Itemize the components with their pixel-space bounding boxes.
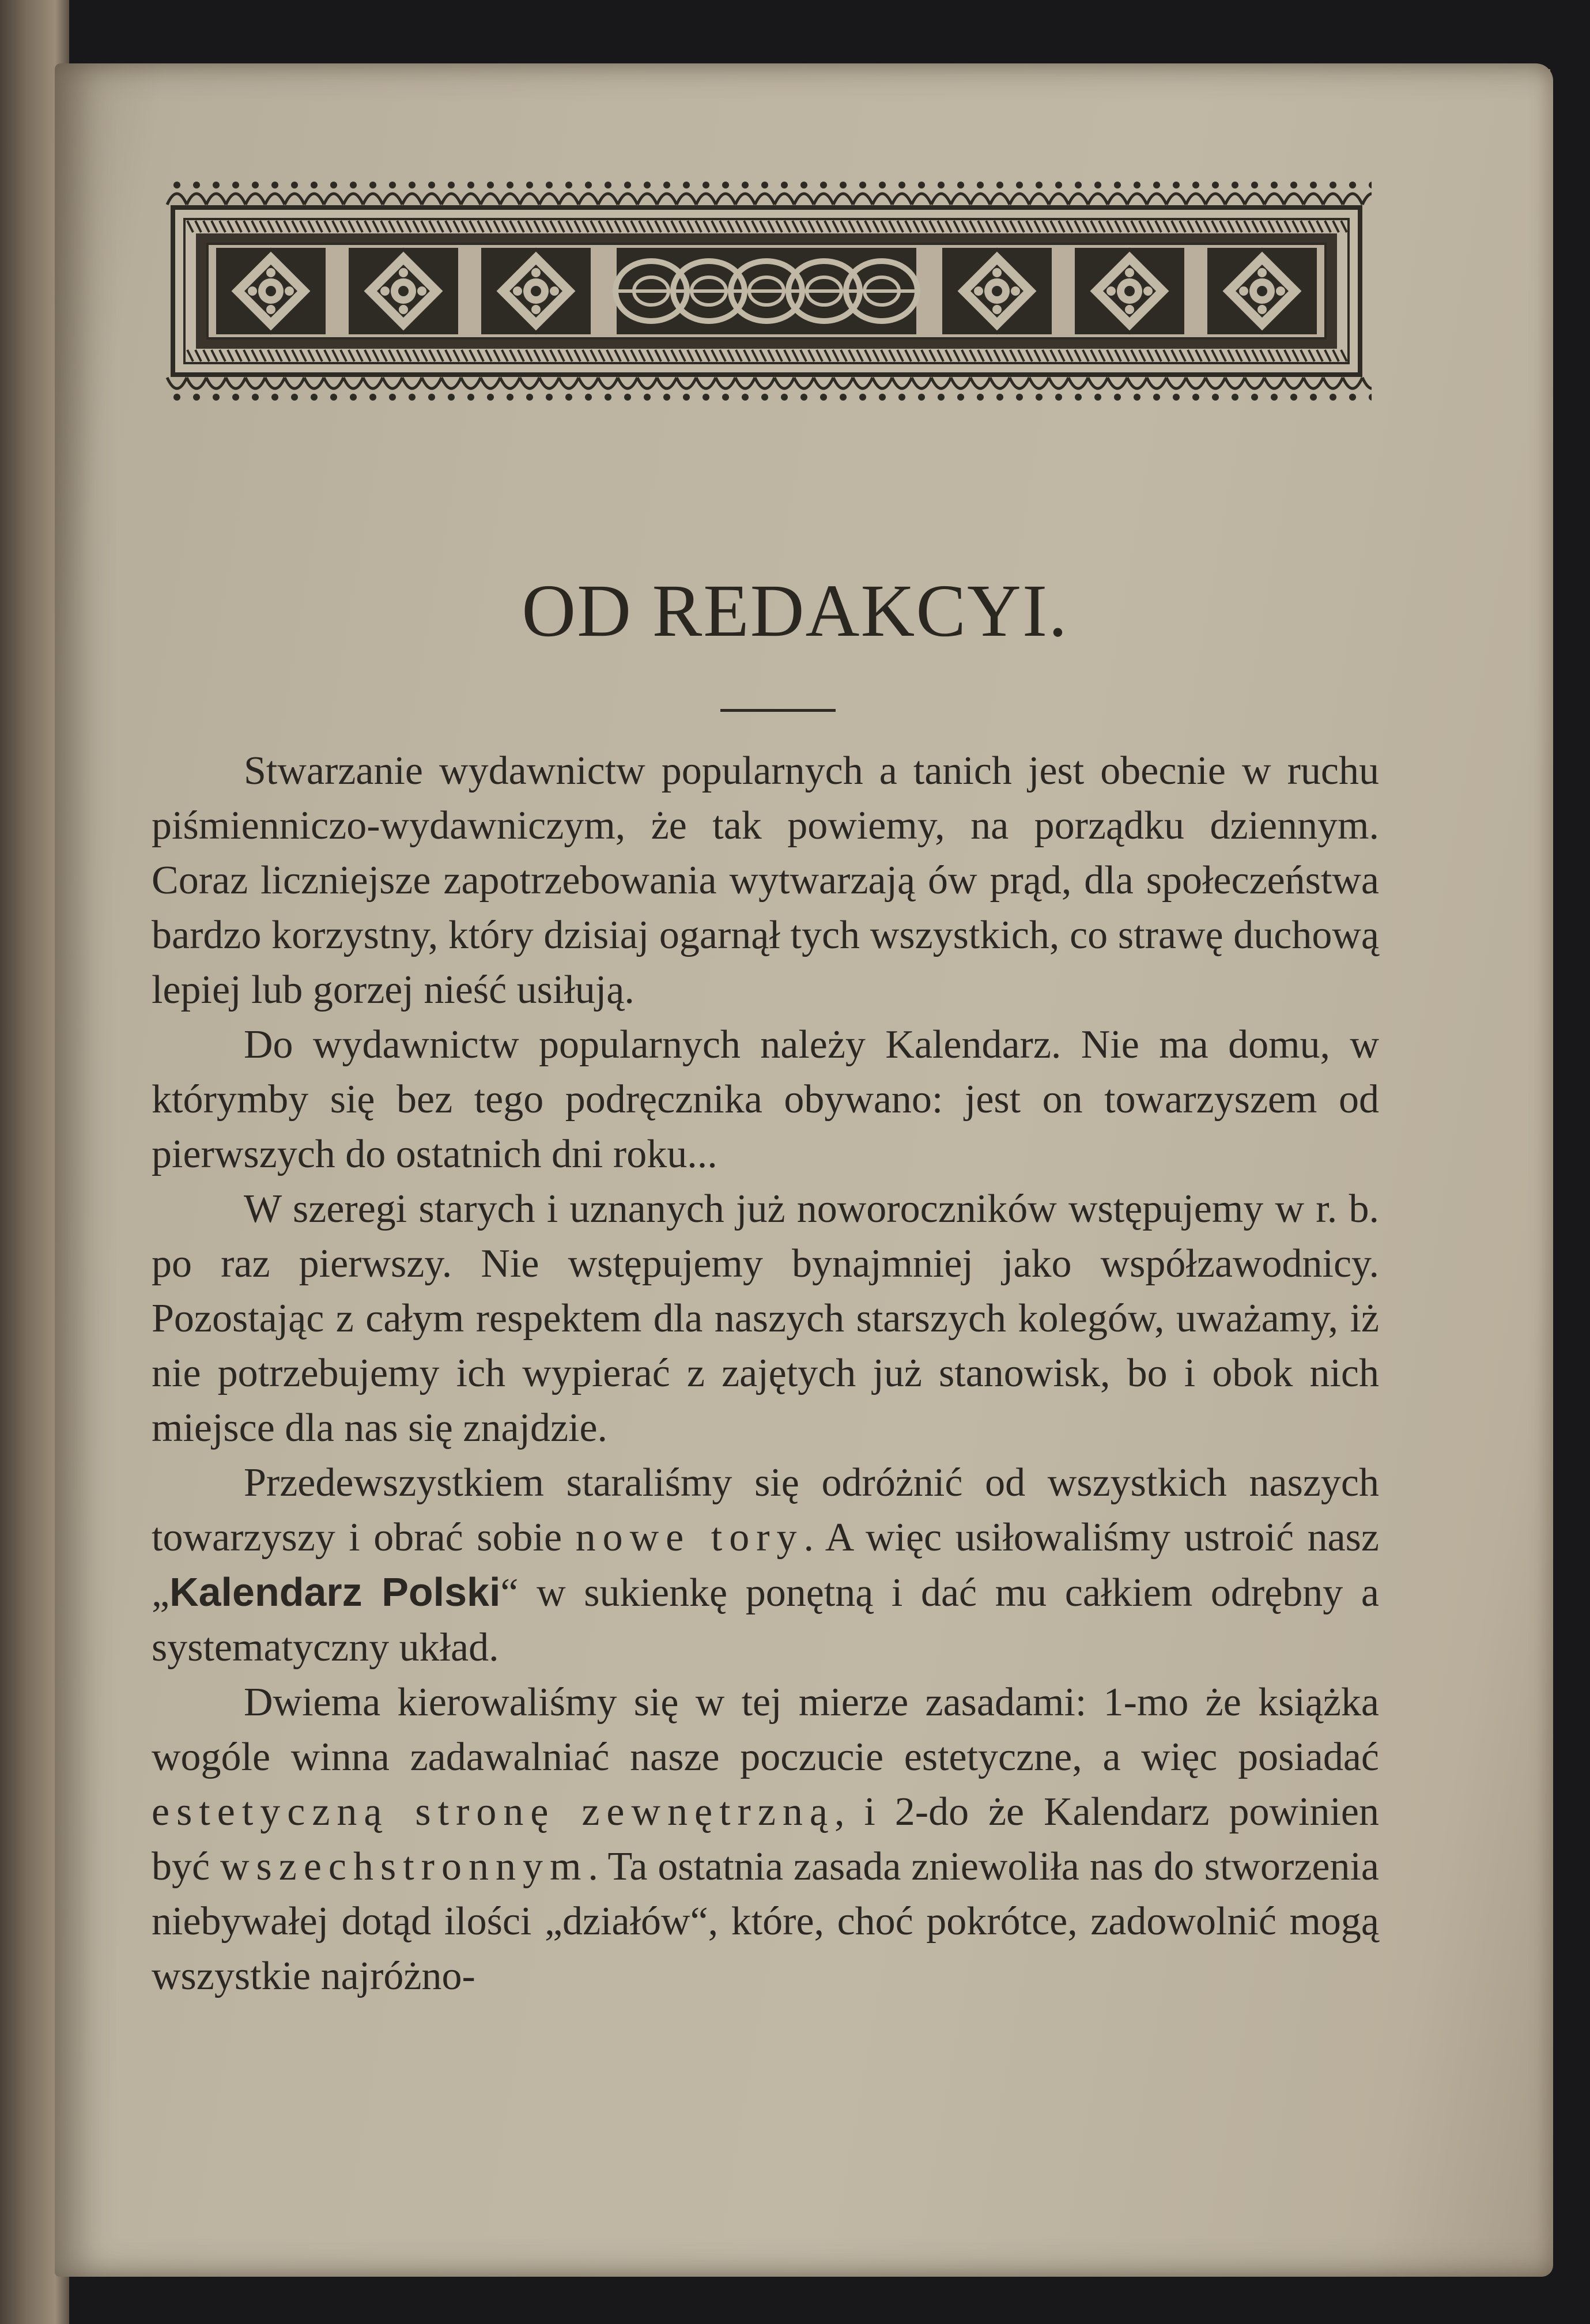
- paragraph-text: Do wydawnictw popularnych należy Kalendarz. Nie ma domu, w którymby się bez tego podręcznika obywano: jest on towarzyszem od pierwszych do ostatnich dni roku...: [152, 1023, 1379, 1176]
- paragraph-text: W szeregi starych i uznanych już noworoczników wstępujemy w r. b. po raz pierwszy. Nie wstępujemy bynajmniej jako współzawodnicy. Pozostając z całym respektem dla naszych starszych kolegów, uważamy, iż nie potrzebujemy ich wypierać z zajętych już stanowisk, bo i obok nich miejsce dla nas się znajdzie.: [152, 1187, 1379, 1450]
- paragraph-text: , i 2-do że Kalendarz powinien być: [152, 1790, 1379, 1889]
- decorative-header-ornament: [161, 176, 1372, 406]
- page-title: OD REDAKCYI.: [522, 569, 1068, 652]
- paragraph: [152, 1017, 1379, 1182]
- paragraph-text: nowe tory: [575, 1515, 804, 1560]
- paragraph-text: . A więc usiłowaliśmy ustroić nasz „: [152, 1515, 1379, 1615]
- paragraph: [152, 744, 1379, 1017]
- paragraph-text: wszechstronnym: [220, 1844, 588, 1889]
- paragraph-text: Przedewszystkiem staraliśmy się odróżnić od wszystkich naszych towarzyszy i obrać sobie: [152, 1461, 1379, 1560]
- paragraph-text: “ w sukienkę ponętną i dać mu całkiem odrębny a systematyczny układ.: [152, 1571, 1379, 1670]
- paragraph-text: . Ta ostatnia zasada zniewoliła nas do stworzenia niebywałej dotąd ilości „działów“, które, choć pokrótce, zadowolnić mogą wszystkie najróżno-: [152, 1844, 1379, 1998]
- paragraph: [152, 1182, 1379, 1455]
- title-divider: [720, 709, 836, 712]
- paragraph: [152, 1675, 1379, 2004]
- paragraph-text: Dwiema kierowaliśmy się w tej mierze zasadami: 1-mo że książka wogóle winna zadawalniać nasze poczucie estetyczne, a więc posiadać: [152, 1680, 1379, 1779]
- paragraph-text: estetyczną stronę zewnętrzną: [152, 1790, 835, 1834]
- paragraph: [152, 1455, 1379, 1675]
- body-text: [152, 744, 1379, 2004]
- paragraph-text: Kalendarz Polski: [169, 1570, 501, 1614]
- paragraph-text: Stwarzanie wydawnictw popularnych a tanich jest obecnie w ruchu piśmienniczo-wydawniczym, że tak powiemy, na porządku dziennym. Coraz liczniejsze zapotrzebowania wytwarzają ów prąd, dla społeczeństwa bardzo korzystny, który dzisiaj ogarnął tych wszystkich, co strawę duchową lepiej lub gorzej nieść usiłują.: [152, 749, 1379, 1012]
